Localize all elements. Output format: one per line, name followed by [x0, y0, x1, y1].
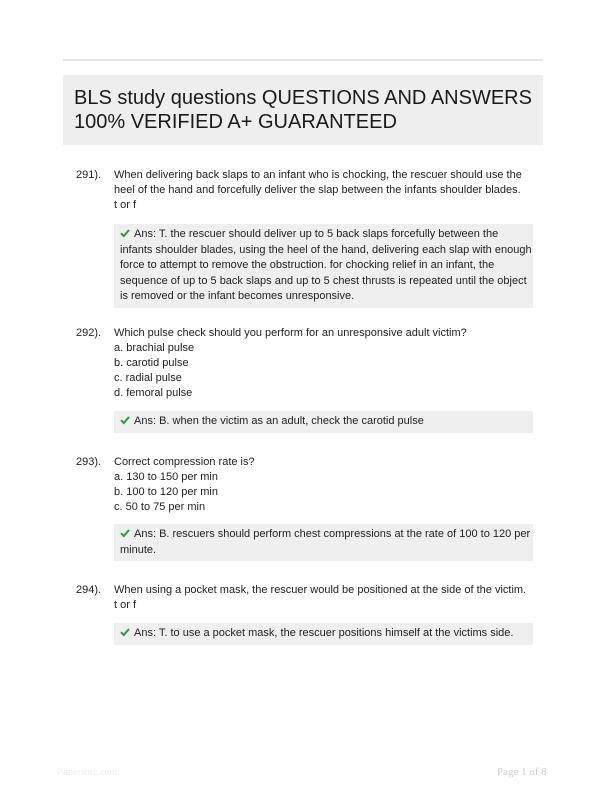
answer-text: Ans: B. when the victim as an adult, check the carotid pulse	[134, 415, 424, 427]
answer-box	[114, 411, 533, 433]
answer-box	[114, 524, 533, 561]
option-c: c. radial pulse	[114, 372, 182, 384]
answer-text: Ans: T. the rescuer should deliver up to 5 back slaps forcefully between the infants shoulder blades, using the heel of the hand, delivering each slap with enough force to attempt to remove the obstruction. for chocking relief in an infant, the sequence of up to 5 back slaps and up to 5 chest thrusts is repeated until the object is removed or the infant becomes unresponsive.	[120, 228, 532, 302]
question-line: Correct compression rate is?	[114, 456, 255, 468]
question-text	[114, 455, 534, 515]
question-number: 291).	[76, 169, 102, 181]
question-line: t or f	[114, 199, 137, 211]
answer-box	[114, 224, 533, 308]
document-title: BLS study questions QUESTIONS AND ANSWERS 100% VERIFIED A+ GUARANTEED	[74, 87, 532, 133]
check-icon	[120, 528, 130, 538]
footer-watermark: Paperlibrc.com	[57, 767, 118, 777]
option-d: d. femoral pulse	[114, 387, 193, 399]
question-line: t or f	[114, 599, 137, 611]
question-text	[114, 168, 534, 213]
answer-text: Ans: T. to use a pocket mask, the rescuer positions himself at the victims side.	[134, 627, 514, 639]
question-number: 294).	[76, 584, 102, 596]
question-number: 292).	[76, 327, 102, 339]
page-indicator: Page 1 of 8	[497, 766, 547, 778]
question-text	[114, 583, 534, 613]
question-line: When delivering back slaps to an infant who is chocking, the rescuer should use the heel of the hand and forcefully deliver the slap between the infants shoulder blades.	[114, 169, 522, 196]
option-b: b. 100 to 120 per min	[114, 486, 218, 498]
answer-box	[114, 623, 533, 645]
option-a: a. brachial pulse	[114, 342, 195, 354]
question-line: Which pulse check should you perform for an unresponsive adult victim?	[114, 327, 467, 339]
question-number: 293).	[76, 456, 102, 468]
option-a: a. 130 to 150 per min	[114, 471, 218, 483]
check-icon	[120, 415, 130, 425]
option-b: b. carotid pulse	[114, 357, 189, 369]
check-icon	[120, 228, 130, 238]
top-divider	[63, 59, 543, 61]
question-line: When using a pocket mask, the rescuer would be positioned at the side of the victim.	[114, 584, 527, 596]
question-text	[114, 326, 534, 401]
answer-text: Ans: B. rescuers should perform chest compressions at the rate of 100 to 120 per minute.	[120, 528, 531, 556]
check-icon	[120, 627, 130, 637]
option-c: c. 50 to 75 per min	[114, 501, 206, 513]
